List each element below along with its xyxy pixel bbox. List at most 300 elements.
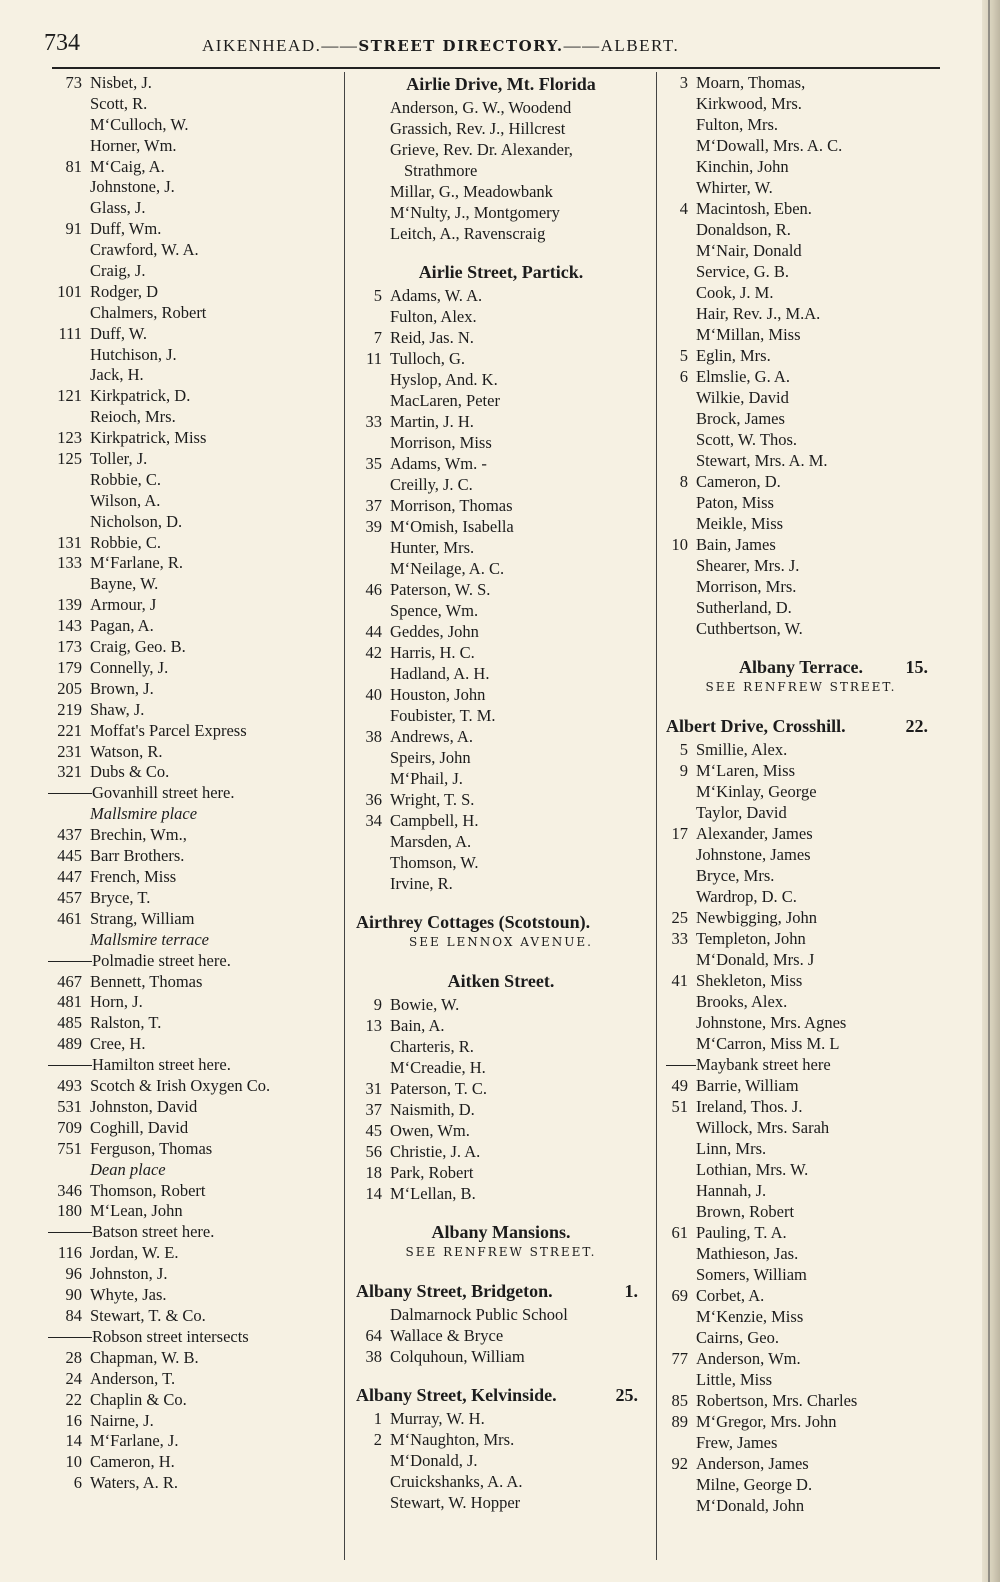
- house-number: [48, 135, 90, 156]
- section-gap: [666, 639, 936, 655]
- directory-entry: [666, 1411, 936, 1432]
- resident-name: Thomson, W.: [390, 853, 479, 872]
- street-heading: [356, 1279, 646, 1304]
- resident-name: M‘Neilage, A. C.: [390, 559, 505, 578]
- directory-entry: [356, 579, 646, 600]
- directory-entry: [356, 663, 646, 684]
- resident-name: Connelly, J.: [90, 657, 169, 677]
- directory-entry: [666, 576, 936, 597]
- resident-name: Mathieson, Jas.: [696, 1244, 799, 1263]
- directory-entry: [666, 991, 936, 1012]
- house-number: [666, 135, 696, 156]
- directory-entry: [356, 537, 646, 558]
- resident-name: Shearer, Mrs. J.: [696, 556, 800, 575]
- resident-name: Alexander, James: [696, 824, 813, 843]
- resident-name: Pauling, T. A.: [696, 1223, 787, 1242]
- house-number: [666, 1033, 696, 1054]
- resident-name: Johnston, J.: [90, 1264, 168, 1284]
- directory-entry: [666, 844, 936, 865]
- header-rule: [52, 67, 940, 69]
- resident-name: M‘Lean, John: [90, 1201, 183, 1221]
- resident-name: Johnstone, James: [696, 845, 811, 864]
- resident-name: Hannah, J.: [696, 1181, 767, 1200]
- resident-name: Somers, William: [696, 1265, 807, 1284]
- house-number: 481: [57, 992, 82, 1012]
- resident-name: Robertson, Mrs. Charles: [696, 1391, 858, 1410]
- house-number: 101: [57, 281, 82, 301]
- resident-name: M‘Naughton, Mrs.: [390, 1430, 515, 1449]
- resident-name: Marsden, A.: [390, 832, 472, 851]
- house-number: [666, 450, 696, 471]
- directory-entry: [666, 1012, 936, 1033]
- cross-street-dash: [48, 961, 92, 971]
- directory-entry: [666, 1327, 936, 1348]
- resident-name: Andrews, A.: [390, 727, 473, 746]
- directory-entry: [48, 302, 338, 323]
- house-number: 9: [373, 995, 382, 1014]
- house-number: [48, 364, 90, 385]
- directory-entry: [356, 474, 646, 495]
- resident-name: Martin, J. H.: [390, 412, 474, 431]
- resident-name: Johnstone, Mrs. Agnes: [696, 1013, 847, 1032]
- directory-entry: [48, 532, 338, 553]
- house-number: 143: [57, 616, 82, 636]
- directory-entry: [666, 618, 936, 639]
- directory-entry: [666, 1369, 936, 1390]
- resident-name: Chalmers, Robert: [90, 302, 207, 322]
- directory-entry: [48, 1368, 338, 1389]
- house-number: [666, 240, 696, 261]
- house-number: [48, 260, 90, 281]
- house-number: 91: [65, 219, 82, 239]
- resident-name: Jordan, W. E.: [90, 1243, 179, 1263]
- resident-name: Cameron, H.: [90, 1452, 175, 1472]
- directory-entry: [48, 156, 338, 177]
- directory-entry: [666, 949, 936, 970]
- house-number: 39: [365, 517, 382, 536]
- house-number: 18: [365, 1163, 382, 1182]
- resident-name: Wilkie, David: [696, 388, 789, 407]
- resident-name: French, Miss: [90, 866, 177, 886]
- house-number: 45: [365, 1121, 382, 1140]
- directory-entry: [666, 366, 936, 387]
- directory-entry: [666, 1306, 936, 1327]
- house-number: 219: [57, 699, 82, 719]
- section-gap: [356, 1263, 646, 1279]
- cross-street-label: Govanhill street here.: [92, 783, 235, 803]
- directory-entry: [356, 1304, 646, 1325]
- directory-entry: [356, 181, 646, 202]
- directory-entry: [48, 699, 338, 720]
- directory-entry: [48, 908, 338, 929]
- house-number: [666, 324, 696, 345]
- directory-entry: [48, 1033, 338, 1054]
- directory-entry: [666, 513, 936, 534]
- street-name: Airthrey Cottages (Scotstoun).: [356, 912, 591, 932]
- house-number: 14: [65, 1431, 82, 1451]
- subsection-title: Dean place: [90, 1159, 166, 1179]
- house-number: [666, 802, 696, 823]
- house-number: [356, 852, 390, 873]
- resident-name: Meikle, Miss: [696, 514, 784, 533]
- resident-name: Creilly, J. C.: [390, 475, 473, 494]
- resident-name: Houston, John: [390, 685, 486, 704]
- directory-entry: [356, 621, 646, 642]
- resident-name: Owen, Wm.: [390, 1121, 470, 1140]
- house-number: 467: [57, 971, 82, 991]
- directory-entry: [356, 558, 646, 579]
- directory-entry: [48, 552, 338, 573]
- directory-entry: [356, 600, 646, 621]
- house-number: 51: [671, 1097, 688, 1116]
- house-number: [356, 390, 390, 411]
- house-number: [356, 1036, 390, 1057]
- directory-entry: [48, 824, 338, 845]
- directory-entry: [666, 1096, 936, 1117]
- see-reference: SEE LENNOX AVENUE.: [409, 935, 593, 949]
- house-number: [356, 768, 390, 789]
- resident-name: Brechin, Wm.,: [90, 825, 187, 845]
- directory-entry: [666, 1222, 936, 1243]
- house-number: 751: [57, 1138, 82, 1158]
- house-number: 92: [671, 1454, 688, 1473]
- street-name: Albert Drive, Crosshill.: [666, 716, 846, 736]
- house-number: 89: [671, 1412, 688, 1431]
- resident-name: Wardrop, D. C.: [696, 887, 797, 906]
- resident-name: MacLaren, Peter: [390, 391, 500, 410]
- house-number: 8: [679, 472, 688, 491]
- resident-name: Linn, Mrs.: [696, 1139, 767, 1158]
- directory-entry: [356, 994, 646, 1015]
- directory-entry: [356, 1471, 646, 1492]
- resident-name: Cairns, Geo.: [696, 1328, 779, 1347]
- house-number: [666, 597, 696, 618]
- resident-name: Strang, William: [90, 908, 195, 928]
- directory-entry: [356, 516, 646, 537]
- directory-entry: [666, 282, 936, 303]
- directory-entry: [48, 1472, 338, 1493]
- directory-entry: [356, 1099, 646, 1120]
- resident-name: Cree, H.: [90, 1034, 146, 1054]
- directory-entry: [666, 1285, 936, 1306]
- cross-street-marker: [48, 1054, 338, 1075]
- cross-street-label: Robson street intersects: [92, 1326, 249, 1346]
- house-number: 346: [57, 1180, 82, 1200]
- directory-entry: [666, 429, 936, 450]
- house-number: 457: [57, 887, 82, 907]
- house-number: [356, 663, 390, 684]
- house-number: 24: [65, 1368, 82, 1388]
- resident-name: Nisbet, J.: [90, 73, 152, 92]
- house-number: 121: [57, 386, 82, 406]
- resident-name: Hadland, A. H.: [390, 664, 490, 683]
- house-number: 447: [57, 866, 82, 886]
- resident-name: M‘Creadie, H.: [390, 1058, 486, 1077]
- resident-name: Chaplin & Co.: [90, 1389, 187, 1409]
- resident-name: Robbie, C.: [90, 469, 162, 489]
- directory-entry: [356, 1078, 646, 1099]
- cross-street-label: Batson street here.: [92, 1222, 215, 1242]
- house-number: 231: [57, 741, 82, 761]
- directory-entry: [356, 642, 646, 663]
- house-number: [48, 114, 90, 135]
- resident-name: Colquhoun, William: [390, 1347, 525, 1366]
- resident-name: Shaw, J.: [90, 699, 145, 719]
- house-number: 709: [57, 1117, 82, 1137]
- house-number: 35: [365, 454, 382, 473]
- street-name: Albany Terrace.: [739, 657, 863, 677]
- directory-entry: [666, 760, 936, 781]
- resident-name: Duff, Wm.: [90, 219, 162, 239]
- directory-entry: [356, 1429, 646, 1450]
- directory-entry: [666, 555, 936, 576]
- directory-entry: [666, 534, 936, 555]
- house-number: 461: [57, 908, 82, 928]
- resident-name: Templeton, John: [696, 929, 806, 948]
- running-head-right: ALBERT.: [600, 36, 680, 55]
- resident-name: M‘Farlane, J.: [90, 1431, 179, 1451]
- house-number: [666, 1012, 696, 1033]
- resident-name: Elmslie, G. A.: [696, 367, 790, 386]
- house-number: [666, 991, 696, 1012]
- house-number: [356, 537, 390, 558]
- house-number: 41: [671, 971, 688, 990]
- house-number: [356, 1492, 390, 1513]
- directory-entry: [666, 1138, 936, 1159]
- column-3: [666, 72, 936, 1516]
- house-number: 28: [65, 1347, 82, 1367]
- resident-name: Stewart, Mrs. A. M.: [696, 451, 828, 470]
- directory-entry: [48, 1138, 338, 1159]
- house-number: [666, 1306, 696, 1327]
- house-number: 16: [65, 1410, 82, 1430]
- resident-name: Grassich, Rev. J., Hillcrest: [390, 119, 566, 138]
- resident-name: Hutchison, J.: [90, 344, 177, 364]
- directory-entry: [48, 385, 338, 406]
- resident-name: Kirkwood, Mrs.: [696, 94, 802, 113]
- house-number: 56: [365, 1142, 382, 1161]
- house-number: [666, 618, 696, 639]
- directory-entry: [48, 1389, 338, 1410]
- page-edge: [982, 0, 1000, 1582]
- directory-entry: [48, 1012, 338, 1033]
- house-number: 34: [365, 811, 382, 830]
- running-head: AIKENHEAD.——STREET DIRECTORY.——ALBERT.: [202, 36, 680, 55]
- resident-name: Ralston, T.: [90, 1013, 162, 1033]
- resident-name: Dalmarnock Public School: [390, 1305, 568, 1324]
- house-number: [356, 1304, 390, 1325]
- resident-name: Millar, G., Meadowbank: [390, 182, 553, 201]
- house-number: [356, 1450, 390, 1471]
- column-1: [48, 72, 338, 1493]
- directory-entry: [356, 1057, 646, 1078]
- house-number: 173: [57, 637, 82, 657]
- house-number: [356, 181, 390, 202]
- house-number: [666, 1243, 696, 1264]
- directory-entry: [48, 991, 338, 1012]
- resident-name: M‘Caig, A.: [90, 156, 165, 176]
- directory-entry: [356, 684, 646, 705]
- resident-name: Craig, Geo. B.: [90, 637, 186, 657]
- directory-entry: [48, 1410, 338, 1431]
- house-number: 40: [365, 685, 382, 704]
- directory-entry: [48, 218, 338, 239]
- resident-name: Morrison, Miss: [390, 433, 492, 452]
- house-number: [666, 492, 696, 513]
- directory-entry: [666, 1075, 936, 1096]
- directory-entry: [48, 845, 338, 866]
- house-number: [666, 555, 696, 576]
- directory-entry: [356, 1120, 646, 1141]
- resident-name: Cruickshanks, A. A.: [390, 1472, 523, 1491]
- resident-name: M‘Kinlay, George: [696, 782, 817, 801]
- directory-entry: [666, 1474, 936, 1495]
- house-number: 31: [365, 1079, 382, 1098]
- house-number: 69: [671, 1286, 688, 1305]
- directory-entry: [48, 469, 338, 490]
- street-name: Aitken Street.: [447, 971, 555, 991]
- house-number: 6: [679, 367, 688, 386]
- house-number: 9: [679, 761, 688, 780]
- house-number: [666, 429, 696, 450]
- resident-name: Reid, Jas. N.: [390, 328, 474, 347]
- resident-name: Scott, W. Thos.: [696, 430, 798, 449]
- resident-name: Park, Robert: [390, 1163, 474, 1182]
- house-number: 42: [365, 643, 382, 662]
- house-number: [666, 1327, 696, 1348]
- resident-name: Ferguson, Thomas: [90, 1138, 213, 1158]
- directory-entry: [356, 1141, 646, 1162]
- directory-entry: [48, 1242, 338, 1263]
- house-number: 2: [373, 1430, 382, 1449]
- directory-entry: [356, 1346, 646, 1367]
- street-heading: [356, 969, 646, 994]
- directory-entry: [666, 471, 936, 492]
- house-number: [666, 1474, 696, 1495]
- directory-entry: [666, 781, 936, 802]
- house-number: [48, 176, 90, 197]
- directory-entry: [666, 156, 936, 177]
- resident-name: Stewart, W. Hopper: [390, 1493, 521, 1512]
- page-header: [44, 28, 944, 58]
- resident-name: Hyslop, And. K.: [390, 370, 498, 389]
- directory-entry: [356, 453, 646, 474]
- directory-entry: [48, 490, 338, 511]
- directory-entry: [48, 1305, 338, 1326]
- directory-entry: [666, 865, 936, 886]
- continuation-text: Strathmore: [404, 161, 478, 180]
- directory-entry: [666, 907, 936, 928]
- section-gap: [356, 953, 646, 969]
- column-2: [356, 72, 646, 1513]
- directory-entry: [356, 1036, 646, 1057]
- house-number: 33: [671, 929, 688, 948]
- house-number: [356, 873, 390, 894]
- resident-name: Cameron, D.: [696, 472, 781, 491]
- resident-name: Wallace & Bryce: [390, 1326, 504, 1345]
- resident-name: Reioch, Mrs.: [90, 407, 176, 427]
- house-number: [48, 573, 90, 594]
- resident-name: M‘Lellan, B.: [390, 1184, 476, 1203]
- house-number: 11: [366, 349, 382, 368]
- house-number: 37: [365, 496, 382, 515]
- directory-entry: [48, 594, 338, 615]
- house-number: 437: [57, 825, 82, 845]
- house-number: 125: [57, 449, 82, 469]
- street-heading: [356, 1220, 646, 1245]
- resident-name: Coghill, David: [90, 1117, 189, 1137]
- cross-street-dash: [48, 1232, 92, 1242]
- resident-name: Horner, Wm.: [90, 135, 177, 155]
- directory-entry: [48, 197, 338, 218]
- resident-name: Fulton, Mrs.: [696, 115, 779, 134]
- directory-entry: [48, 448, 338, 469]
- directory-entry: [48, 1075, 338, 1096]
- resident-name: Tulloch, G.: [390, 349, 466, 368]
- resident-name: M‘Phail, J.: [390, 769, 463, 788]
- district-number: 22.: [905, 716, 928, 736]
- house-number: 205: [57, 678, 82, 698]
- cross-street-dash: [48, 1337, 92, 1347]
- directory-entry: [666, 408, 936, 429]
- house-number: [666, 387, 696, 408]
- street-name: Albany Street, Kelvinside.: [356, 1385, 557, 1405]
- directory-entry: [356, 1162, 646, 1183]
- directory-entry: [48, 114, 338, 135]
- directory-entry: [48, 1180, 338, 1201]
- directory-entry: [666, 1117, 936, 1138]
- resident-name: Little, Miss: [696, 1370, 773, 1389]
- directory-entry: [666, 261, 936, 282]
- directory-entry: [356, 831, 646, 852]
- resident-name: Irvine, R.: [390, 874, 453, 893]
- house-number: 180: [57, 1201, 82, 1221]
- house-number-blank: [48, 929, 90, 950]
- house-number: 22: [65, 1389, 82, 1409]
- resident-name: Armour, J: [90, 595, 157, 615]
- directory-entry: [48, 741, 338, 762]
- resident-name: Adams, Wm. -: [390, 454, 487, 473]
- resident-name: Barrie, William: [696, 1076, 799, 1095]
- resident-name: Toller, J.: [90, 449, 148, 469]
- house-number: [356, 1471, 390, 1492]
- directory-entry: [666, 135, 936, 156]
- resident-name: Bryce, T.: [90, 887, 151, 907]
- directory-entry: [666, 970, 936, 991]
- district-number: 25.: [615, 1385, 638, 1405]
- house-number: [48, 469, 90, 490]
- resident-name: Kirkpatrick, Miss: [90, 428, 207, 448]
- directory-entry: [356, 1325, 646, 1346]
- directory-entry: [48, 761, 338, 782]
- house-number-blank: [48, 803, 90, 824]
- house-number: [666, 303, 696, 324]
- house-number: 61: [671, 1223, 688, 1242]
- directory-entry: [48, 678, 338, 699]
- resident-name: Kirkpatrick, D.: [90, 386, 191, 406]
- directory-entry: [48, 72, 338, 93]
- house-number: [356, 831, 390, 852]
- resident-name: Crawford, W. A.: [90, 240, 199, 260]
- cross-street-marker: [666, 1054, 936, 1075]
- resident-name: Lothian, Mrs. W.: [696, 1160, 809, 1179]
- cross-street-marker: [48, 950, 338, 971]
- house-number: [666, 1432, 696, 1453]
- street-name: Albany Street, Bridgeton.: [356, 1281, 553, 1301]
- house-number: 5: [679, 346, 688, 365]
- house-number: [666, 1495, 696, 1516]
- house-number: [48, 406, 90, 427]
